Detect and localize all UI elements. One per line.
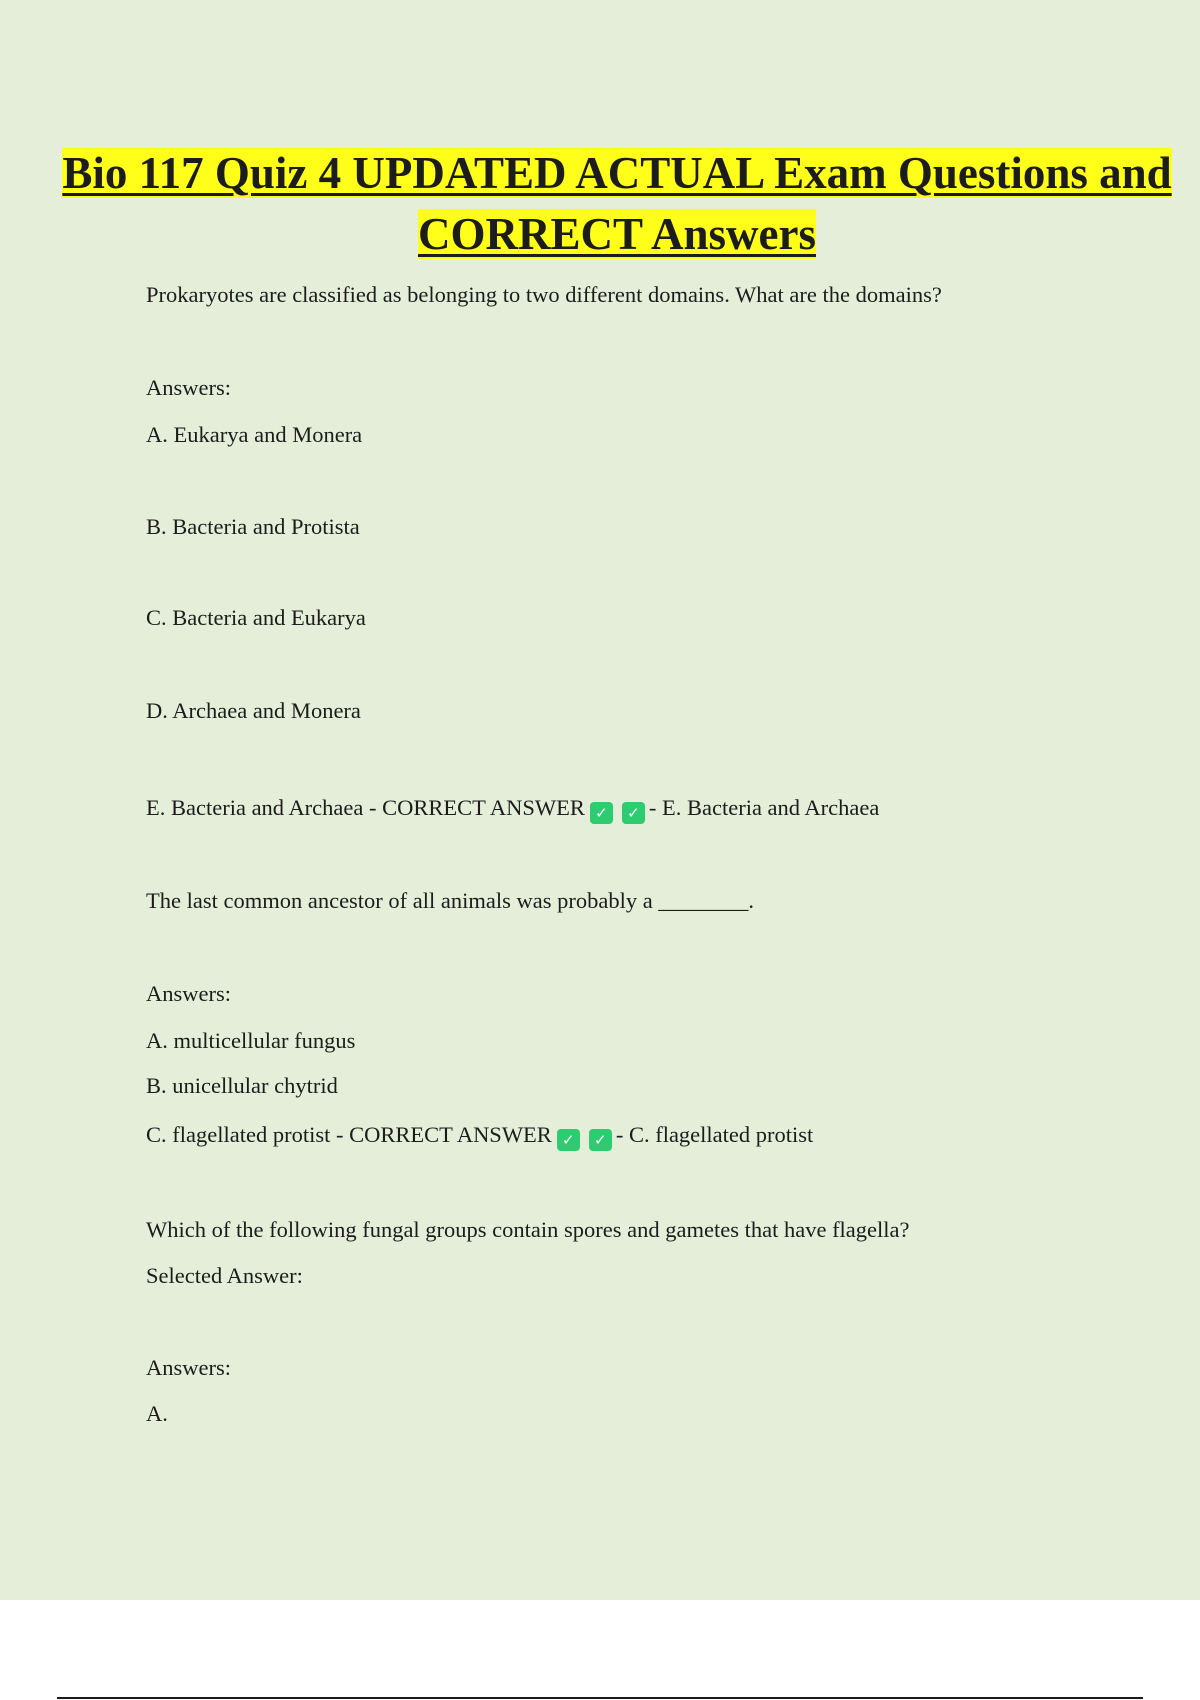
question-2-option-a: A. multicellular fungus	[146, 1028, 356, 1053]
question-3-answers-label: Answers:	[146, 1355, 231, 1380]
question-3-prompt: Which of the following fungal groups contain spores and gametes that have flagella?	[146, 1217, 910, 1242]
question-2-correct-answer	[146, 1121, 813, 1151]
footer-divider	[57, 1697, 1143, 1699]
question-1-option-d: D. Archaea and Monera	[146, 698, 361, 723]
question-1-option-c: C. Bacteria and Eukarya	[146, 605, 366, 630]
correct-answer-suffix: - E. Bacteria and Archaea	[648, 795, 880, 820]
question-2-prompt: The last common ancestor of all animals was probably a ________.	[146, 888, 754, 913]
green-checkmark-icon: ✓	[589, 1129, 612, 1151]
title-highlight: Bio 117 Quiz 4 UPDATED ACTUAL Exam Questions and CORRECT Answers	[62, 148, 1172, 259]
correct-answer-prefix: C. flagellated protist - CORRECT ANSWER	[146, 1122, 552, 1147]
question-1-correct-answer	[146, 794, 879, 824]
question-1-option-b: B. Bacteria and Protista	[146, 514, 360, 539]
green-checkmark-icon: ✓	[557, 1129, 580, 1151]
question-1-prompt: Prokaryotes are classified as belonging to two different domains. What are the domains?	[146, 282, 942, 307]
green-checkmark-icon: ✓	[622, 802, 645, 824]
document-title	[60, 143, 1174, 265]
question-3-selected-label: Selected Answer:	[146, 1263, 303, 1288]
question-3-option-a: A.	[146, 1401, 168, 1426]
green-checkmark-icon: ✓	[590, 802, 613, 824]
question-2-option-b: B. unicellular chytrid	[146, 1073, 338, 1098]
question-2-answers-label: Answers:	[146, 981, 231, 1006]
question-1-option-a: A. Eukarya and Monera	[146, 422, 363, 447]
question-1-answers-label: Answers:	[146, 375, 231, 400]
correct-answer-prefix: E. Bacteria and Archaea - CORRECT ANSWER	[146, 795, 585, 820]
correct-answer-suffix: - C. flagellated protist	[615, 1122, 814, 1147]
